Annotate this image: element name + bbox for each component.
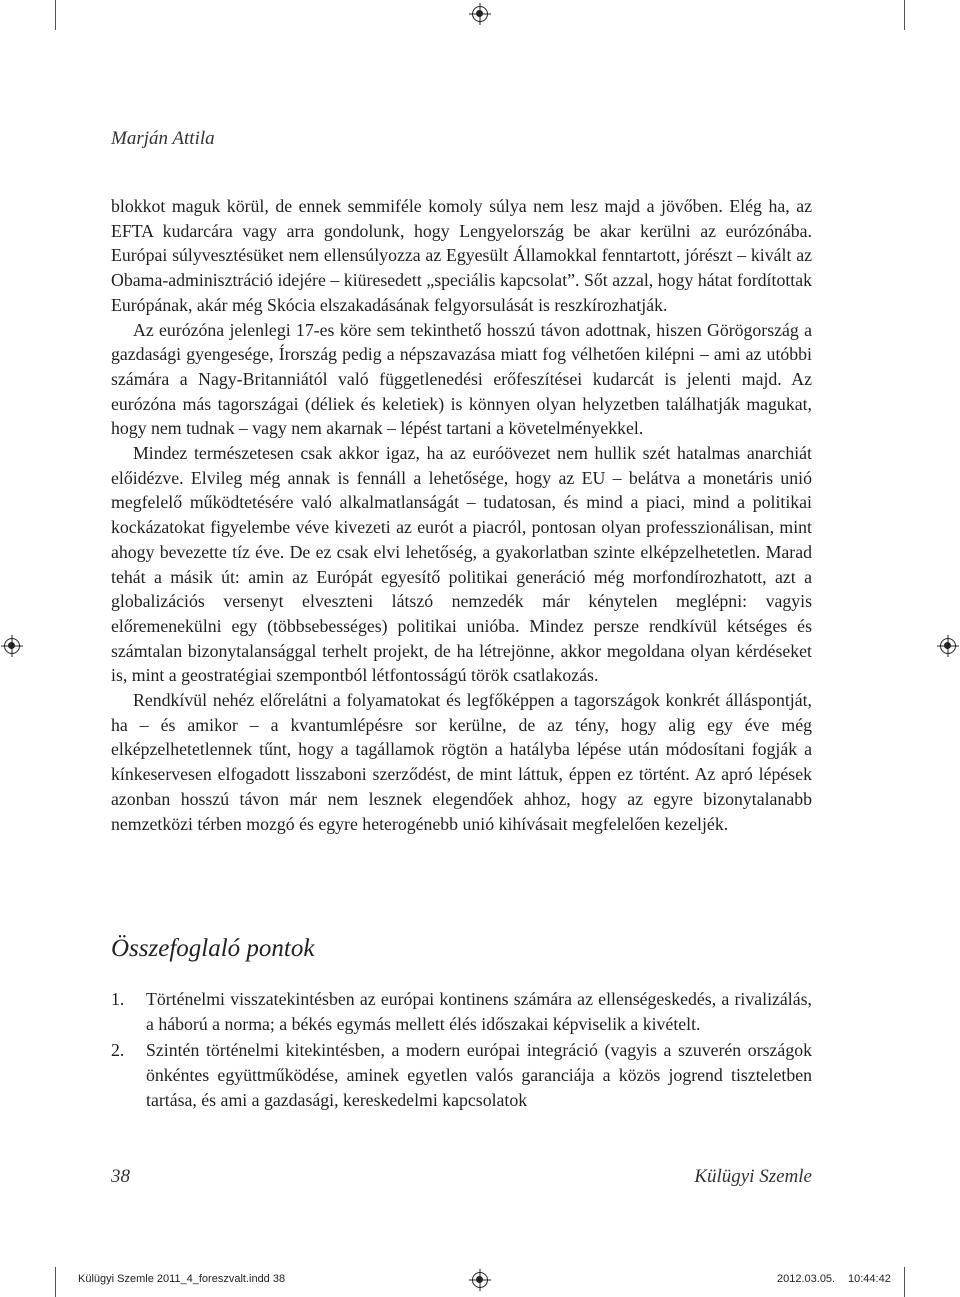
- registration-mark-left-icon: [4, 638, 20, 654]
- slug-time: 10:44:42: [848, 1273, 891, 1285]
- running-head-author: Marján Attila: [111, 128, 215, 149]
- list-item: [111, 987, 812, 1036]
- summary-points-list: [111, 987, 812, 1113]
- slug-file-name: Külügyi Szemle 2011_4_foreszvalt.indd 38: [78, 1273, 286, 1285]
- list-item-text: Történelmi visszatekintésben az európai kontinens számára az ellenségeskedés, a rivalizálás, a háború a norma; a békés egymás mellett élés időszakai képviselik a kivételt.: [146, 989, 812, 1034]
- registration-mark-bottom-icon: [472, 1272, 488, 1288]
- registration-mark-right-icon: [940, 638, 956, 654]
- slug-date: 2012.03.05.: [777, 1273, 836, 1285]
- crop-mark-top-right: [904, 0, 905, 30]
- page-number: 38: [111, 1166, 130, 1187]
- list-item-text: Szintén történelmi kitekintésben, a modern európai integráció (vagyis a szuverén országok önkéntes együttműködése, aminek egyetlen valós garanciája a közös jogrend tiszteletben tartása, és ami a gazdasági, kereskedelmi kapcsolatok: [146, 1040, 812, 1110]
- crop-mark-bottom-left: [55, 1267, 56, 1297]
- registration-mark-top-icon: [472, 6, 488, 22]
- journal-name: Külügyi Szemle: [694, 1166, 812, 1187]
- list-item-number: 2.: [111, 1040, 125, 1061]
- crop-mark-bottom-right: [904, 1267, 905, 1297]
- paragraph: blokkot maguk körül, de ennek semmiféle komoly súlya nem lesz majd a jövőben. Elég ha, az EFTA kudarcára vagy arra gondolunk, hogy Lengyelország be akar kerülni az eurózónába. Európai súlyvesztésüket nem ellensúlyozza az Egyesült Államokkal fenntartott, jórészt – kivált az Obama-adminisztráció idejére – kiüresedett „speciális kapcsolat”. Sőt azzal, hogy hátat fordítottak Európának, akár még Skócia elszakadásának felgyorsulását is reszkírozhatják.: [111, 196, 812, 315]
- section-heading: Összefoglaló pontok: [111, 935, 315, 962]
- paragraph: Az eurózóna jelenlegi 17-es köre sem tekinthető hosszú távon adottnak, hiszen Görögország a gazdasági gyengesége, Írország pedig a népszavazása miatt fog vélhetően kilépni – ami az utóbbi számára a Nagy-Britanniától való függetlenedési erőfeszítései kudarcát is jelenti majd. Az eurózóna más tagországai (déliek és keletiek) is könnyen olyan helyzetben találhatják magukat, hogy nem tudnak – vagy nem akarnak – lépést tartani a követelményekkel.: [111, 319, 812, 439]
- paragraph: Rendkívül nehéz előrelátni a folyamatokat és legfőképpen a tagországok konkrét álláspontját, ha – és amikor – a kvantumlépésre sor kerülne, de az tény, hogy alig egy éve még elképzelhetetlennek tűnt, hogy a tagállamok rögtön a hatályba lépése után módosítani fogják a kínkeservesen elfogadott lisszaboni szerződést, de mint láttuk, éppen ez történt. Az apró lépések azonban hosszú távon már nem lesznek elegendőek ahhoz, hogy az egyre bizonytalanabb nemzetközi térben mozgó és egyre heterogénebb unió kihívásait megfelelően kezeljék.: [111, 690, 812, 834]
- paragraph: Mindez természetesen csak akkor igaz, ha az euróövezet nem hullik szét hatalmas anarchiát előidézve. Elvileg még annak is fennáll a lehetősége, hogy az EU – belátva a monetáris unió megfelelő működtetésére való alkalmatlanságát – tudatosan, és mind a piaci, mind a politikai kockázatokat figyelembe véve kivezeti az eurót a piacról, pontosan olyan professzionálisan, mint ahogy bevezette tíz éve. De ez csak elvi lehetőség, a gyakorlatban szinte elképzelhetetlen. Marad tehát a másik út: amin az Európát egyesítő politikai generáció még morfondírozhatott, azt a globalizációs versenyt elveszteni látszó nemzedék már kénytelen meglépni: vagyis előremenekülni egy (többsebességes) politikai unióba. Mindez persze rendkívül kétséges és számtalan bizonytalansággal terhelt projekt, de ha létrejönne, akkor megoldana olyan kérdéseket is, mint a geostratégiai szempontból létfontosságú török csatlakozás.: [111, 443, 812, 686]
- crop-mark-top-left: [55, 0, 56, 30]
- list-item: [111, 1038, 812, 1112]
- list-item-number: 1.: [111, 989, 125, 1009]
- body-text: [111, 194, 812, 836]
